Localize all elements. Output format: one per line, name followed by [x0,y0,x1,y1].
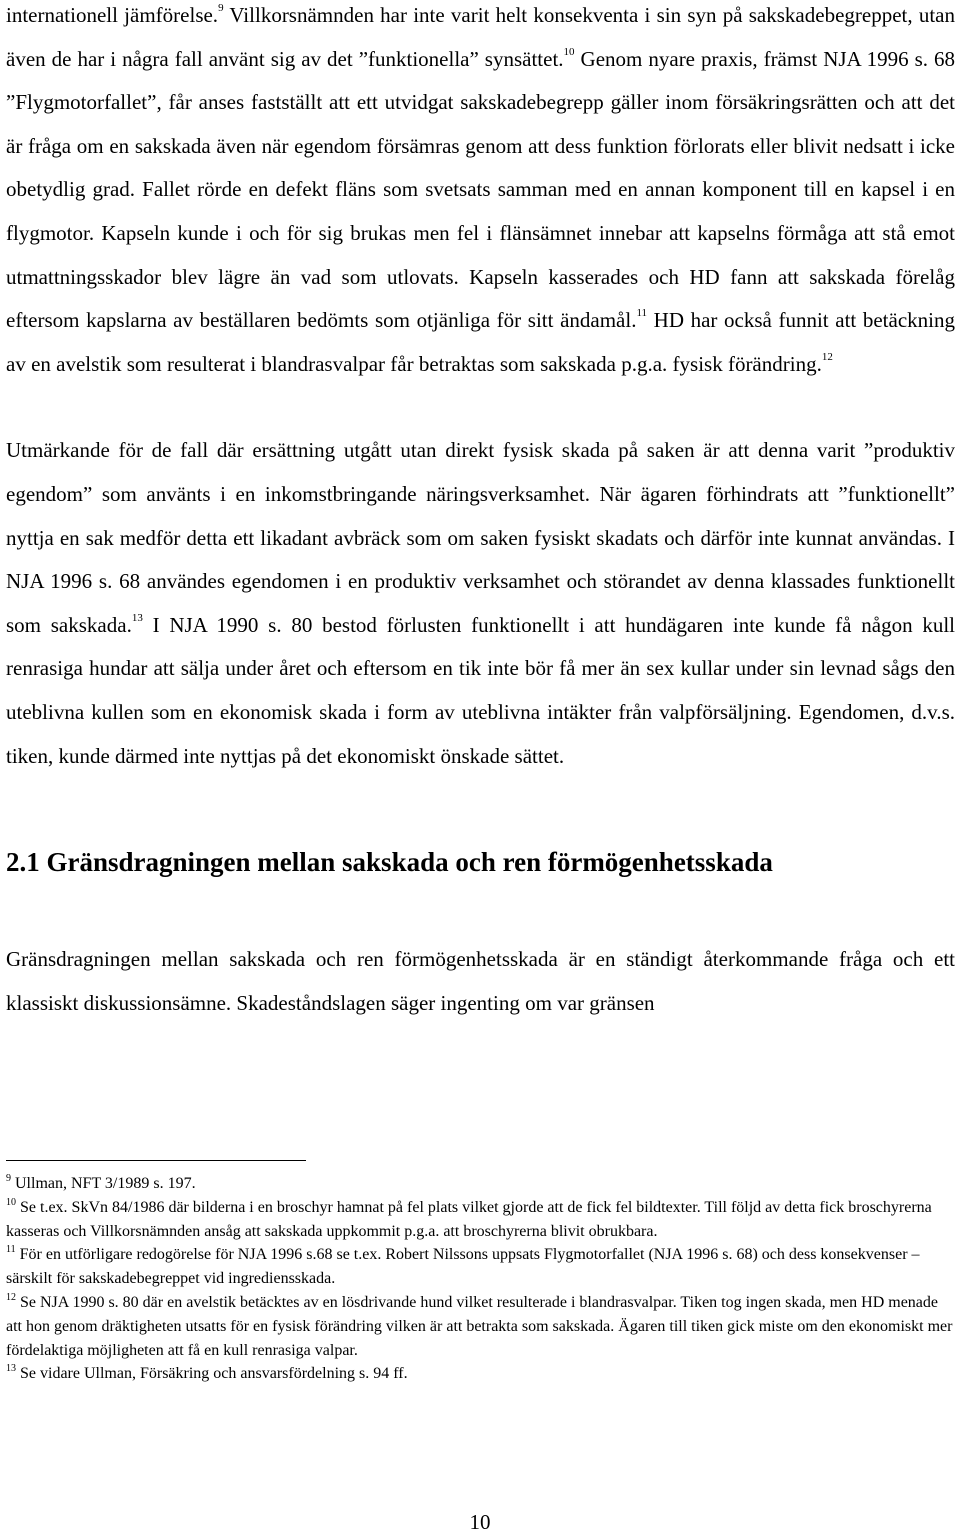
footnote-number: 10 [6,1196,16,1208]
footnote [6,1291,955,1362]
footnote [6,1243,955,1291]
footnote-separator [6,1160,306,1161]
body-paragraph: Gränsdragningen mellan sakskada och ren förmögenhetsskada är en ständigt återkommande fråga och ett klassiskt diskussionsämne. Skadeståndslagen säger ingenting om var gränsen [6,947,955,1015]
footnote-number: 11 [6,1244,16,1256]
body-paragraph [6,0,955,386]
page-number: 10 [469,1510,491,1534]
footnote-text: Se vidare Ullman, Försäkring och ansvarsfördelning s. 94 ff. [16,1365,408,1383]
body-paragraph [6,429,955,778]
footnote [6,1362,955,1386]
footnote-number: 12 [6,1291,16,1303]
footnote-text: Ullman, NFT 3/1989 s. 197. [11,1175,196,1192]
paragraph-text: internationell jämförelse. [6,3,219,27]
footnotes [6,1172,955,1386]
footnote-reference[interactable]: 12 [821,350,833,363]
footnote-text: Se t.ex. SkVn 84/1986 där bilderna i en broschyr hamnat på fel plats vilket gjorde att de fick fel bildtexter. Till följd av detta fick broschyrerna kasseras och Villkorsnämnden ansåg att sakskada uppkommit p.g.a. att broschyrerna blivit obrukbara. [6,1198,932,1240]
footnote-reference[interactable]: 9 [218,2,224,14]
footnote-reference[interactable]: 13 [131,611,143,624]
footnote [6,1172,955,1196]
paragraph-text: HD har också funnit att betäckning av en avelstik som resulterat i blandrasvalpar får betraktas som sakskada p.g.a. fysisk förändring. [6,308,955,376]
footnote-number: 13 [6,1363,16,1375]
section-heading: 2.1 Gränsdragningen mellan sakskada och ren förmögenhetsskada [6,847,773,878]
footnote-number: 9 [6,1173,11,1184]
paragraph-text: Utmärkande för de fall där ersättning utgått utan direkt fysisk skada på saken är att denna varit ”produktiv egendom” som använts i en inkomstbringande näringsverksamhet. När ägaren förhindrats att ”funktionellt” nyttja en sak medför detta ett likadant avbräck som om saken fysiskt skadats och därför inte kunnat användas. I NJA 1996 s. 68 användes egendomen i en produktiv verksamhet och störandet av denna klassades funktionellt som sakskada. [6,438,955,637]
footnote-reference[interactable]: 10 [563,45,575,58]
footnote-reference[interactable]: 11 [636,307,648,320]
paragraph-text: Villkorsnämnden har inte varit helt konsekventa i sin syn på sakskadebegreppet, utan även de har i några fall använt sig av det ”funktionella” synsättet. [6,3,955,71]
document-page [6,0,955,1025]
paragraph-text: Genom nyare praxis, främst NJA 1996 s. 68 ”Flygmotorfallet”, får anses fastställt att ett utvidgat sakskadebegrepp gäller inom försäkringsrätten och att det är fråga om en sakskada även när egendom försämras genom att dess funktion förlorats eller blivit nedsatt i icke obetydlig grad. Fallet rörde en defekt fläns som svetsats samman med en annan komponent till en kapsel i en flygmotor. Kapseln kunde i och för sig brukas men fel i flänsämnet innebar att kapselns förmåga att stå emot utmattningsskador blev lägre än vad som utlovats. Kapseln kasserades och HD fann att sakskada förelåg eftersom kapslarna av beställaren bedömts som otjänliga för sitt ändamål. [6,46,955,333]
paragraph-text: I NJA 1990 s. 80 bestod förlusten funktionellt i att hundägaren inte kunde få någon kull renrasiga hundar att sälja under året och eftersom en tik inte bör få mer än sex kullar under sin levnad sågs den uteblivna kullen som en ekonomisk skada i form av uteblivna intäkter från valpförsäljning. Egendomen, d.v.s. tiken, kunde därmed inte nyttjas på det ekonomiskt önskade sättet. [6,612,955,768]
footnote [6,1196,955,1244]
footnote-text: Se NJA 1990 s. 80 där en avelstik betäcktes av en lösdrivande hund vilket resulterade i blandrasvalpar. Tiken tog ingen skada, men HD menade att hon genom dräktigheten utsatts för en fysisk förändring vilken är att betrakta som sakskada. Ägaren till tiken gick miste om den ekonomiskt mer fördelaktiga möjligheten att få en kull renrasiga valpar. [6,1293,953,1359]
footnote-text: För en utförligare redogörelse för NJA 1996 s.68 se t.ex. Robert Nilssons uppsats Flygmotorfallet (NJA 1996 s. 68) och dess konsekvenser – särskilt för sakskadebegreppet vid ingrediensskada. [6,1246,920,1288]
